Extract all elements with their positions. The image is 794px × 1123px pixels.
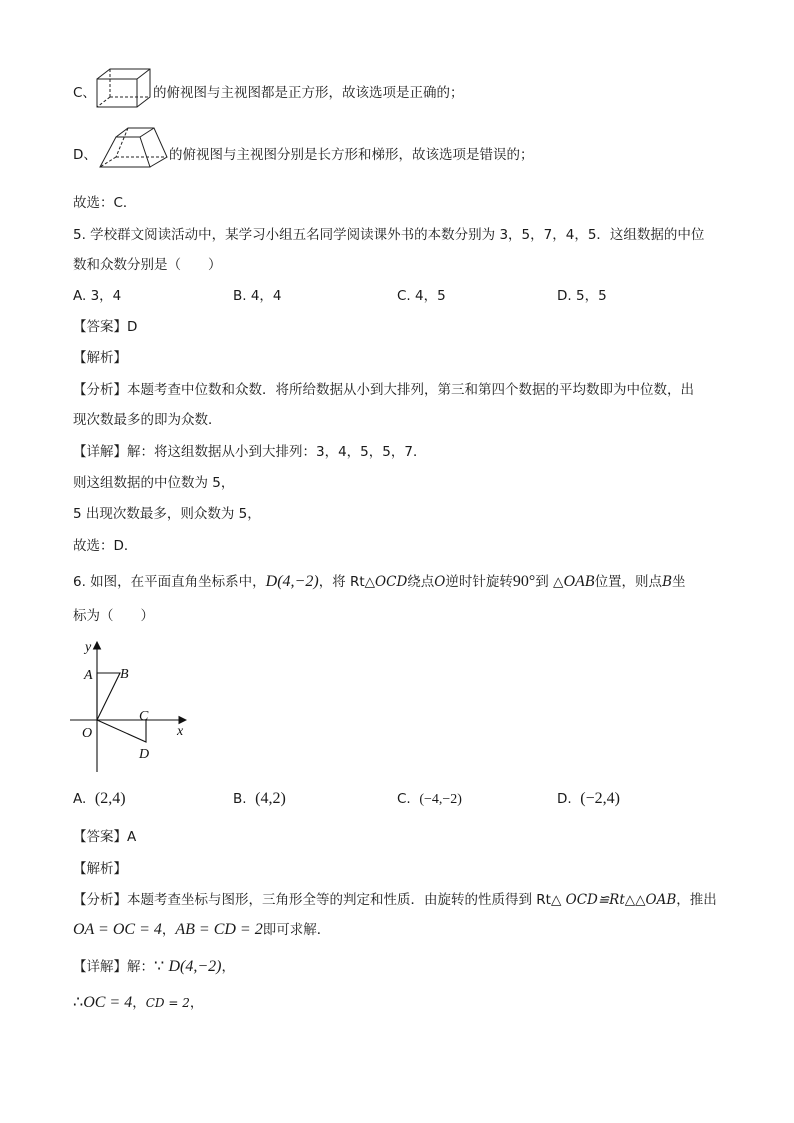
q5-option-b: B. 4，4 xyxy=(233,288,282,304)
q5-jiexi: 【解析】 xyxy=(73,350,127,366)
q6-angle: 90° xyxy=(512,573,536,590)
q6-point-b: B xyxy=(662,574,672,590)
q5-stem-line2: 数和众数分别是（ ） xyxy=(73,257,222,273)
q6-option-a xyxy=(73,790,126,808)
q6-option-c-letter: C. xyxy=(397,791,411,807)
q6-point-o: O xyxy=(434,574,446,590)
therefore-symbol: ∴ xyxy=(73,994,84,1011)
triangle-oab xyxy=(97,673,120,720)
q6-detail-line2 xyxy=(73,994,203,1012)
cube-figure xyxy=(95,66,153,110)
q6-detail-comma: ， xyxy=(221,959,235,975)
label-d: D xyxy=(139,747,150,762)
option-d-label: D、 xyxy=(73,147,97,163)
q6-option-c-value: (−4,−2) xyxy=(419,792,462,807)
q5-fenxi-line2: 现次数最多的即为众数． xyxy=(73,412,222,428)
q6-tri-ocd: OCD xyxy=(375,574,408,590)
q5-detail-line1: 【详解】解：将这组数据从小到大排列：3，4，5，5，7． xyxy=(73,444,427,460)
q6-option-a-letter: A. xyxy=(73,791,87,807)
q6-fenxi-part-c: ，推出 xyxy=(676,892,717,908)
q6-answer: 【答案】A xyxy=(73,829,137,845)
label-o: O xyxy=(82,726,93,741)
q6-option-c xyxy=(397,790,462,809)
q6-option-b xyxy=(233,790,286,808)
q4-choice: 故选：C． xyxy=(73,195,137,211)
q6-fenxi-congruence: OCD≌Rt△△OAB xyxy=(565,892,677,908)
q6-fenxi-line2 xyxy=(73,921,330,939)
q6-eq-ab-cd: AB = CD = 2 xyxy=(175,921,263,938)
q6-stem-part6: 位置，则点 xyxy=(594,574,663,590)
q6-eq-comma: ， xyxy=(161,922,176,938)
q6-tri-oab: OAB xyxy=(563,573,595,590)
option-d-text: 的俯视图与主视图分别是长方形和梯形，故该选项是错误的； xyxy=(169,147,534,163)
label-a: A xyxy=(84,668,93,683)
q6-fenxi-line1 xyxy=(73,891,717,909)
q6-detail-line1 xyxy=(73,958,235,976)
q6-detail-prefix: 【详解】解： xyxy=(73,959,154,975)
q6-eq-oa-oc: OA = OC = 4 xyxy=(73,921,162,938)
q5-option-a: A. 3，4 xyxy=(73,288,122,304)
q6-eq-cd: CD = 2 xyxy=(145,996,190,1010)
frustum-figure xyxy=(98,125,170,173)
q6-eq-oc: OC = 4 xyxy=(83,994,133,1011)
q6-stem-line1 xyxy=(73,573,685,591)
q5-option-d: D. 5，5 xyxy=(557,288,607,304)
q6-stem-part7: 坐 xyxy=(671,574,686,590)
q6-option-b-letter: B. xyxy=(233,791,247,807)
q6-stem-part3: 绕点 xyxy=(407,574,435,590)
q6-point-d: D(4,−2) xyxy=(265,573,319,590)
q6-detail-point-d: D(4,−2) xyxy=(168,958,222,975)
label-x: x xyxy=(177,724,184,739)
q5-choice: 故选：D． xyxy=(73,538,138,554)
q6-detail-comma2: ， xyxy=(132,995,146,1011)
q6-option-a-value: (2,4) xyxy=(94,790,126,807)
q6-jiexi: 【解析】 xyxy=(73,861,127,877)
q6-option-d xyxy=(557,790,620,808)
q5-detail-line2: 则这组数据的中位数为 5， xyxy=(73,475,235,491)
q6-stem-line2: 标为（ ） xyxy=(73,608,154,624)
q5-stem-line1: 5. 学校群文阅读活动中，某学习小组五名同学阅读课外书的本数分别为 3，5，7，4，5．这组数据的中位 xyxy=(73,227,705,243)
q6-option-b-value: (4,2) xyxy=(255,790,286,807)
because-symbol: ∵ xyxy=(154,958,165,975)
q5-option-c: C. 4，5 xyxy=(397,288,446,304)
option-c-label: C、 xyxy=(73,85,96,101)
label-b: B xyxy=(120,667,129,682)
q6-fenxi-part-a: 【分析】本题考查坐标与图形，三角形全等的判定和性质．由旋转的性质得到 Rt△ xyxy=(73,892,566,908)
option-c-line xyxy=(73,84,96,102)
q6-stem-part5: 到 △ xyxy=(535,574,564,590)
q6-fenxi-tail: 即可求解． xyxy=(262,922,331,938)
q5-answer: 【答案】D xyxy=(73,319,138,335)
q6-stem-part4: 逆时针旋转 xyxy=(445,574,513,590)
q6-detail-end: ， xyxy=(189,995,204,1011)
q6-stem-part1: 6. 如图，在平面直角坐标系中， xyxy=(73,574,266,590)
option-c-text: 的俯视图与主视图都是正方形，故该选项是正确的； xyxy=(153,85,464,101)
q5-fenxi-line1: 【分析】本题考查中位数和众数．将所给数据从小到大排列，第三和第四个数据的平均数即为中位数，出 xyxy=(73,382,694,398)
q6-option-d-value: (−2,4) xyxy=(580,790,620,807)
label-y: y xyxy=(85,640,92,655)
q6-stem-part2: ，将 Rt△ xyxy=(318,574,376,590)
option-d-line xyxy=(73,146,97,164)
q5-detail-line3: 5 出现次数最多，则众数为 5， xyxy=(73,506,261,522)
label-c: C xyxy=(139,709,149,724)
coordinate-figure xyxy=(62,636,192,776)
q6-option-d-letter: D. xyxy=(557,791,572,807)
